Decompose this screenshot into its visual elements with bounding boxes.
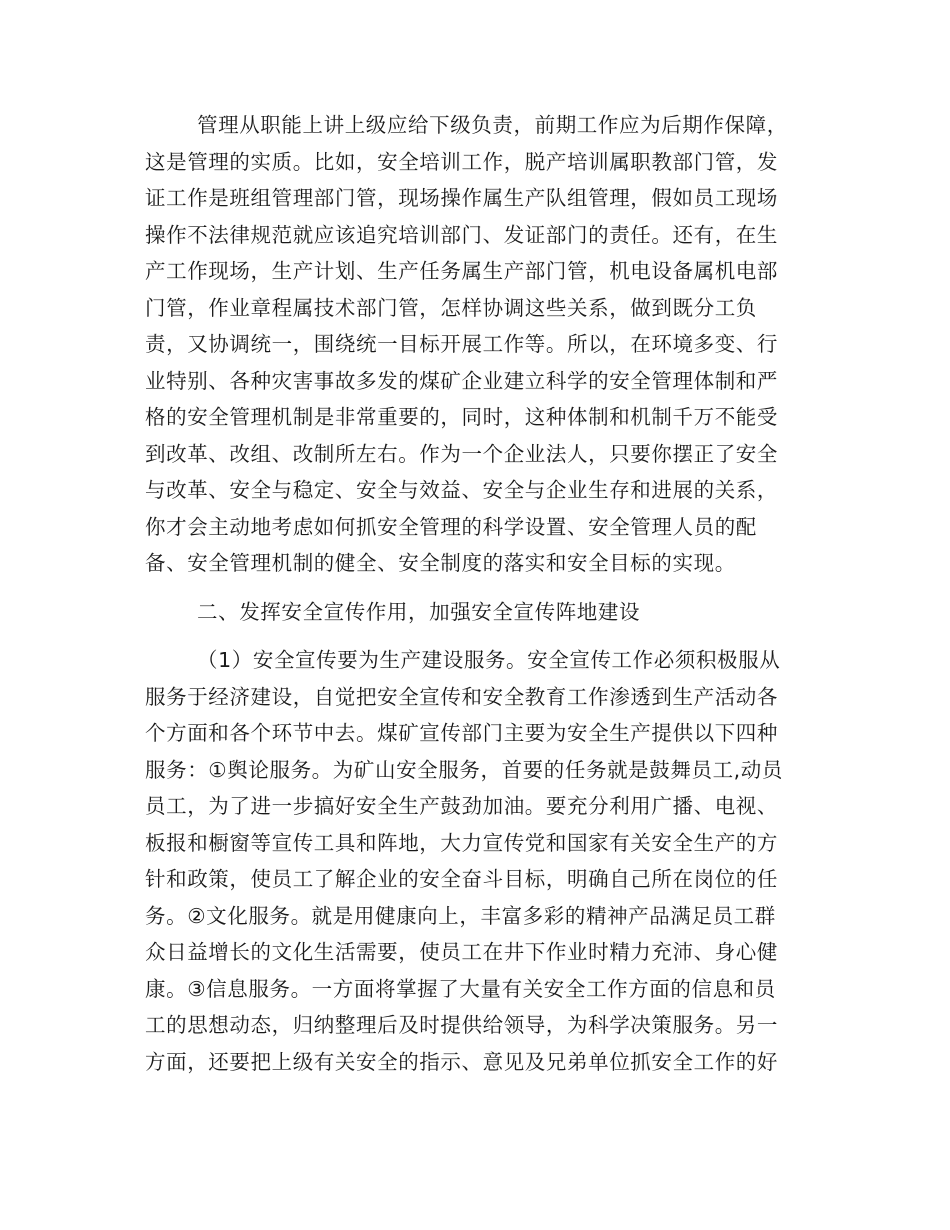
section-heading-text: 二、发挥安全宣传作用，加强安全宣传阵地建设 — [197, 599, 641, 624]
paragraph-line: 工的思想动态，归纳整理后及时提供给领导，为科学决策服务。另一 — [145, 1013, 778, 1037]
paragraph-line: 门管，作业章程属技术部门管，怎样协调这些关系，做到既分工负 — [145, 295, 757, 320]
paragraph-line: 管理从职能上讲上级应给下级负责，前期工作应为后期作保障， — [197, 113, 788, 137]
paragraph-management — [145, 107, 805, 582]
paragraph-line: 责，又协调统一，围绕统一目标开展工作等。所以，在环境多变、行 — [145, 332, 778, 356]
paragraph-line: （1）安全宣传要为生产建设服务。安全宣传工作必须积极服从 — [197, 648, 781, 672]
paragraph-line: 众日益增长的文化生活需要，使员工在井下作业时精力充沛、身心健 — [145, 940, 778, 964]
paragraph-line: 个方面和各个环节中去。煤矿宣传部门主要为安全生产提供以下四种 — [145, 721, 778, 745]
paragraph-line: 方面，还要把上级有关安全的指示、意见及兄弟单位抓安全工作的好 — [145, 1049, 778, 1074]
paragraph-line: 务。②文化服务。就是用健康向上，丰富多彩的精神产品满足员工群 — [145, 903, 776, 928]
paragraph-line: 业特别、各种灾害事故多发的煤矿企业建立科学的安全管理体制和严 — [145, 368, 778, 393]
paragraph-line: 员工，为了进一步搞好安全生产鼓劲加油。要充分利用广播、电视、 — [145, 794, 778, 818]
paragraph-line: 与改革、安全与稳定、安全与效益、安全与企业生存和进展的关系， — [145, 478, 778, 502]
paragraph-line: 这是管理的实质。比如，安全培训工作，脱产培训属职教部门管，发 — [145, 149, 778, 174]
paragraph-line: 康。③信息服务。一方面将掌握了大量有关安全工作方面的信息和员 — [145, 976, 776, 1001]
section-heading — [145, 594, 805, 631]
paragraph-line: 到改革、改组、改制所左右。作为一个企业法人，只要你摆正了安全 — [145, 441, 778, 466]
document-body — [145, 107, 805, 1080]
paragraph-line: 产工作现场，生产计划、生产任务属生产部门管，机电设备属机电部 — [145, 259, 778, 283]
paragraph-line: 操作不法律规范就应该追究培训部门、发证部门的责任。还有，在生 — [145, 222, 778, 247]
paragraph-line: 针和政策，使员工了解企业的安全奋斗目标，明确自己所在岗位的任 — [145, 867, 778, 891]
paragraph-line: 格的安全管理机制是非常重要的，同时，这种体制和机制千万不能受 — [145, 405, 778, 429]
paragraph-line: 服务：①舆论服务。为矿山安全服务，首要的任务就是鼓舞员工,动员 — [145, 757, 783, 782]
paragraph-line: 你才会主动地考虑如何抓安全管理的科学设置、安全管理人员的配 — [145, 514, 757, 539]
paragraph-line: 证工作是班组管理部门管，现场操作属生产队组管理，假如员工现场 — [145, 186, 778, 210]
paragraph-line: 备、安全管理机制的健全、安全制度的落实和安全目标的实现。 — [145, 551, 736, 575]
paragraph-line: 服务于经济建设，自觉把安全宣传和安全教育工作渗透到生产活动各 — [145, 684, 778, 709]
paragraph-line: 板报和橱窗等宣传工具和阵地，大力宣传党和国家有关安全生产的方 — [145, 830, 778, 855]
paragraph-safety-publicity — [145, 642, 805, 1080]
